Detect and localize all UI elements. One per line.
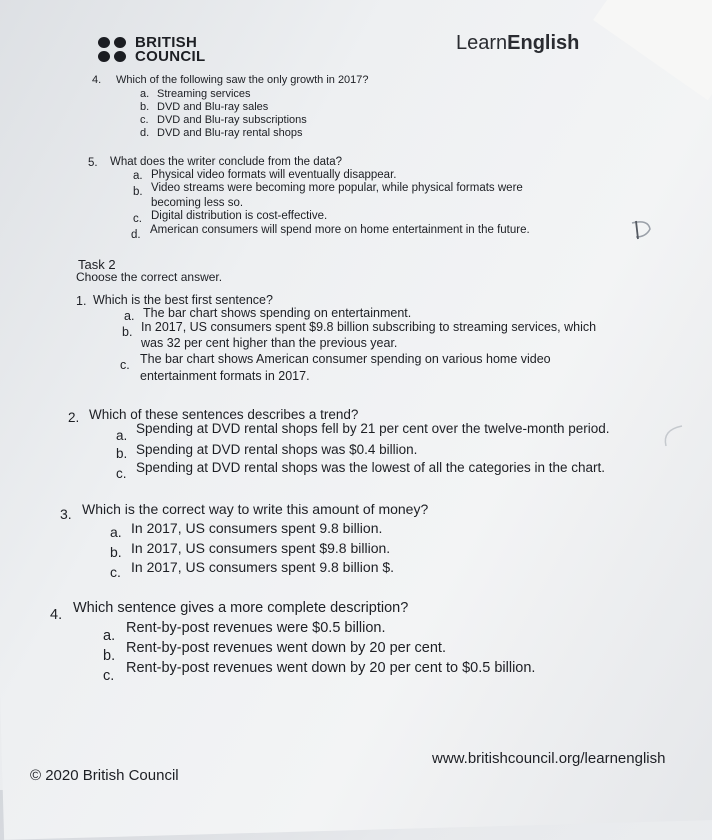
option-text-continued: becoming less so. xyxy=(151,197,244,209)
logo-dots-icon xyxy=(98,37,127,63)
option-text: In 2017, US consumers spent 9.8 billion $. xyxy=(131,559,395,575)
option-text: Physical video formats will eventually disappear. xyxy=(151,169,397,181)
question-text: Which is the correct way to write this amount of money? xyxy=(82,501,429,517)
option-letter: b. xyxy=(110,544,122,560)
option-letter: c. xyxy=(140,114,149,126)
pencil-mark-icon xyxy=(656,420,686,450)
option-letter: b. xyxy=(122,325,133,339)
option-text: DVD and Blu-ray sales xyxy=(157,101,269,113)
option-letter: a. xyxy=(103,628,116,644)
question-text: Which is the best first sentence? xyxy=(93,293,273,307)
option-text-continued: was 32 per cent higher than the previous year. xyxy=(141,336,398,350)
option-letter: a. xyxy=(140,88,150,100)
question-number: 3. xyxy=(60,506,72,522)
option-letter: b. xyxy=(103,648,116,664)
pencil-mark-icon xyxy=(626,217,656,241)
option-text: Spending at DVD rental shops was $0.4 billion. xyxy=(136,442,418,457)
question-number: 1. xyxy=(76,294,87,308)
option-text: Digital distribution is cost-effective. xyxy=(151,210,328,222)
option-text: In 2017, US consumers spent $9.8 billion subscribing to streaming services, which xyxy=(141,320,597,334)
option-letter: a. xyxy=(116,428,128,443)
question-number: 4. xyxy=(50,607,63,623)
option-letter: c. xyxy=(116,466,127,481)
option-letter: a. xyxy=(133,170,143,182)
question-text: What does the writer conclude from the data? xyxy=(110,156,343,168)
option-text: DVD and Blu-ray rental shops xyxy=(157,127,303,139)
option-letter: c. xyxy=(103,668,115,684)
option-letter: d. xyxy=(140,127,150,139)
logo-line2: COUNCIL xyxy=(135,48,206,65)
logo-line1: BRITISH xyxy=(135,34,198,51)
option-text: In 2017, US consumers spent $9.8 billion. xyxy=(131,540,391,556)
task-title: Task 2 xyxy=(78,257,116,272)
option-letter: a. xyxy=(124,309,135,323)
footer-url[interactable]: www.britishcouncil.org/learnenglish xyxy=(432,750,666,767)
option-text: Rent-by-post revenues went down by 20 per cent to $0.5 billion. xyxy=(126,660,536,676)
option-letter: c. xyxy=(133,213,142,225)
british-council-logo xyxy=(98,36,205,64)
question-text: Which of these sentences describes a trend? xyxy=(89,407,359,422)
option-text: The bar chart shows spending on entertainment. xyxy=(143,306,412,320)
learn-prefix: Learn xyxy=(456,32,508,54)
option-letter: d. xyxy=(131,229,141,241)
footer-copyright: © 2020 British Council xyxy=(30,767,179,784)
option-text: Video streams were becoming more popular, while physical formats were xyxy=(151,182,523,194)
question-number: 4. xyxy=(92,74,102,86)
option-letter: b. xyxy=(133,186,143,198)
option-text: The bar chart shows American consumer spending on various home video xyxy=(140,352,551,366)
option-letter: b. xyxy=(140,101,150,113)
option-text: In 2017, US consumers spent 9.8 billion. xyxy=(131,520,383,536)
option-text: Rent-by-post revenues were $0.5 billion. xyxy=(126,620,386,636)
option-letter: c. xyxy=(110,564,121,580)
question-text: Which sentence gives a more complete description? xyxy=(73,600,409,616)
question-text: Which of the following saw the only growth in 2017? xyxy=(116,74,369,86)
option-text: American consumers will spend more on home entertainment in the future. xyxy=(150,224,530,236)
learn-bold: English xyxy=(507,32,580,54)
option-letter: c. xyxy=(120,358,130,372)
question-number: 2. xyxy=(68,410,80,425)
option-text: Spending at DVD rental shops fell by 21 per cent over the twelve-month period. xyxy=(136,421,610,436)
option-text: DVD and Blu-ray subscriptions xyxy=(157,114,307,126)
question-number: 5. xyxy=(88,157,98,169)
option-text-continued: entertainment formats in 2017. xyxy=(140,369,310,383)
option-text: Rent-by-post revenues went down by 20 per cent. xyxy=(126,640,446,656)
task-instruction: Choose the correct answer. xyxy=(76,270,223,284)
option-letter: a. xyxy=(110,524,122,540)
option-letter: b. xyxy=(116,446,128,461)
learnenglish-brand xyxy=(456,32,579,55)
option-text: Streaming services xyxy=(157,88,251,100)
option-text: Spending at DVD rental shops was the lowest of all the categories in the chart. xyxy=(136,460,606,475)
